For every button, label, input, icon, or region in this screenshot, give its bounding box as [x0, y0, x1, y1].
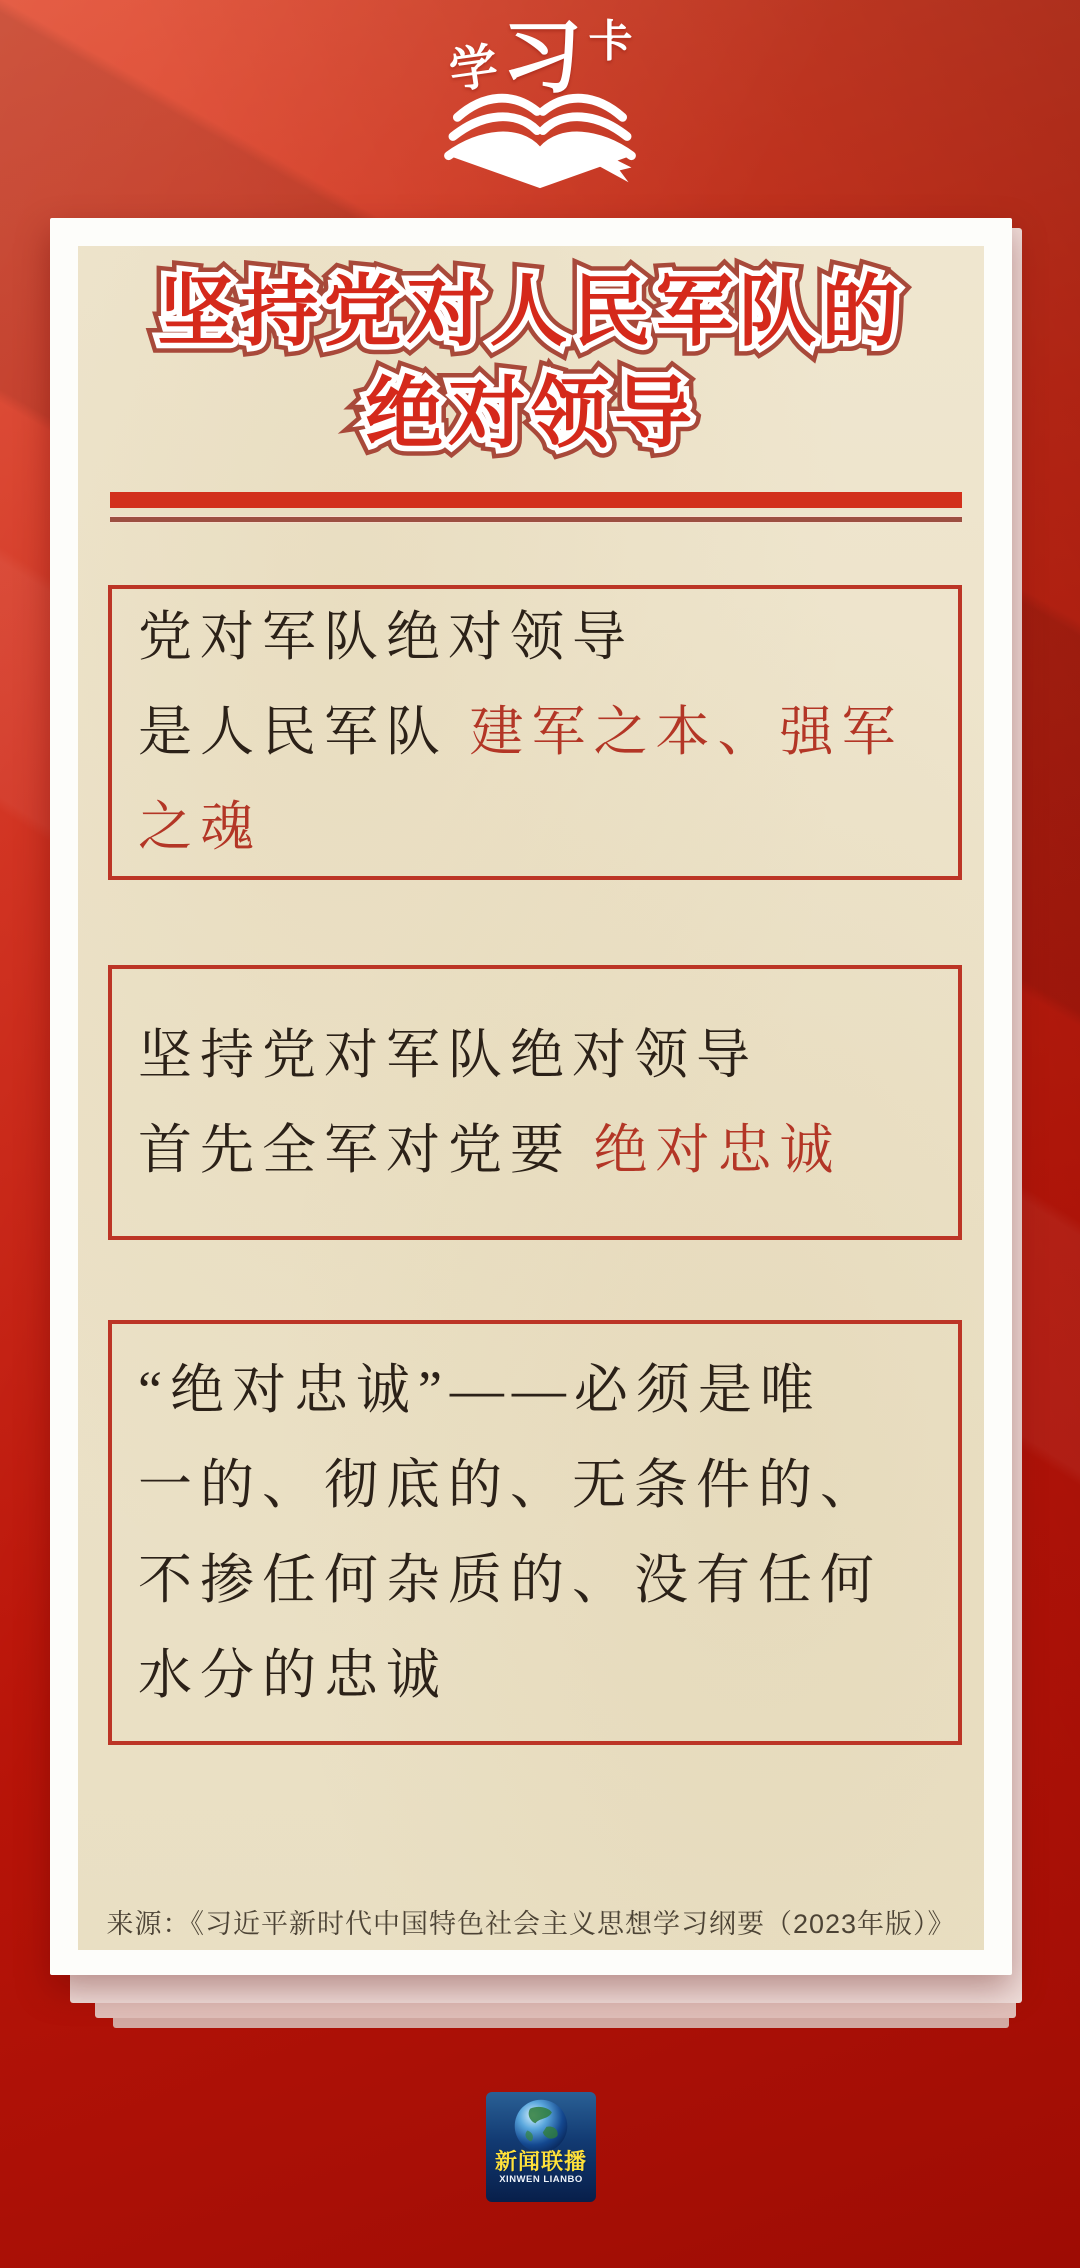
text-segment: “绝对忠诚”——必须是唯: [138, 1359, 822, 1420]
logo-cn-text: 新闻联播: [494, 2149, 587, 2174]
text-segment: 之魂: [138, 797, 262, 857]
text-segment: 绝对忠诚: [593, 1119, 842, 1180]
text-segment: 坚持党对军队绝对领导: [138, 1024, 758, 1085]
quote-box-3: [108, 1320, 962, 1745]
card-inner: [78, 246, 984, 1950]
text-line: [138, 1533, 932, 1628]
text-line: [138, 685, 932, 780]
card-title-line2: 绝对领导 绝对领导 绝对领导: [78, 362, 984, 464]
card-title: [78, 260, 984, 464]
text-segment: 党对军队绝对领导: [138, 607, 634, 667]
text-line: [138, 590, 932, 685]
text-line: [138, 1438, 932, 1533]
text-line: [138, 1343, 932, 1438]
text-segment: 是人民军队: [138, 702, 470, 762]
text-segment: 一的、彻底的、无条件的、: [138, 1454, 882, 1515]
logo-char: 学: [445, 39, 501, 99]
title-divider: [110, 492, 962, 522]
logo-char: 卡: [588, 17, 633, 66]
text-line: [138, 1008, 932, 1103]
text-line: [138, 1103, 932, 1198]
source-citation: 来源：《习近平新时代中国特色社会主义思想学习纲要（2023年版）》: [106, 1909, 956, 1939]
xuexika-logo: [0, 13, 1080, 194]
logo-char: 习: [502, 13, 582, 102]
divider-thick-bar: [110, 492, 962, 508]
logo-en-text: XINWEN LIANBO: [499, 2174, 583, 2185]
text-line: [138, 780, 932, 875]
xuexika-logo-text: [0, 13, 1080, 102]
text-segment: 首先全军对党要: [138, 1119, 594, 1180]
globe-icon: [512, 2097, 570, 2155]
text-segment: 水分的忠诚: [138, 1644, 448, 1705]
quote-box-1: [108, 585, 962, 880]
card-title-line1: 坚持党对人民军队的 坚持党对人民军队的 坚持党对人民军队的: [78, 260, 984, 362]
text-segment: 不掺任何杂质的、没有任何: [138, 1549, 882, 1610]
divider-thin-line: [110, 517, 962, 522]
text-segment: 建军之本、强军: [469, 702, 904, 762]
study-card: [50, 218, 1012, 1975]
text-line: [138, 1628, 932, 1723]
quote-box-2: [108, 965, 962, 1240]
xinwen-lianbo-logo: [486, 2092, 596, 2202]
